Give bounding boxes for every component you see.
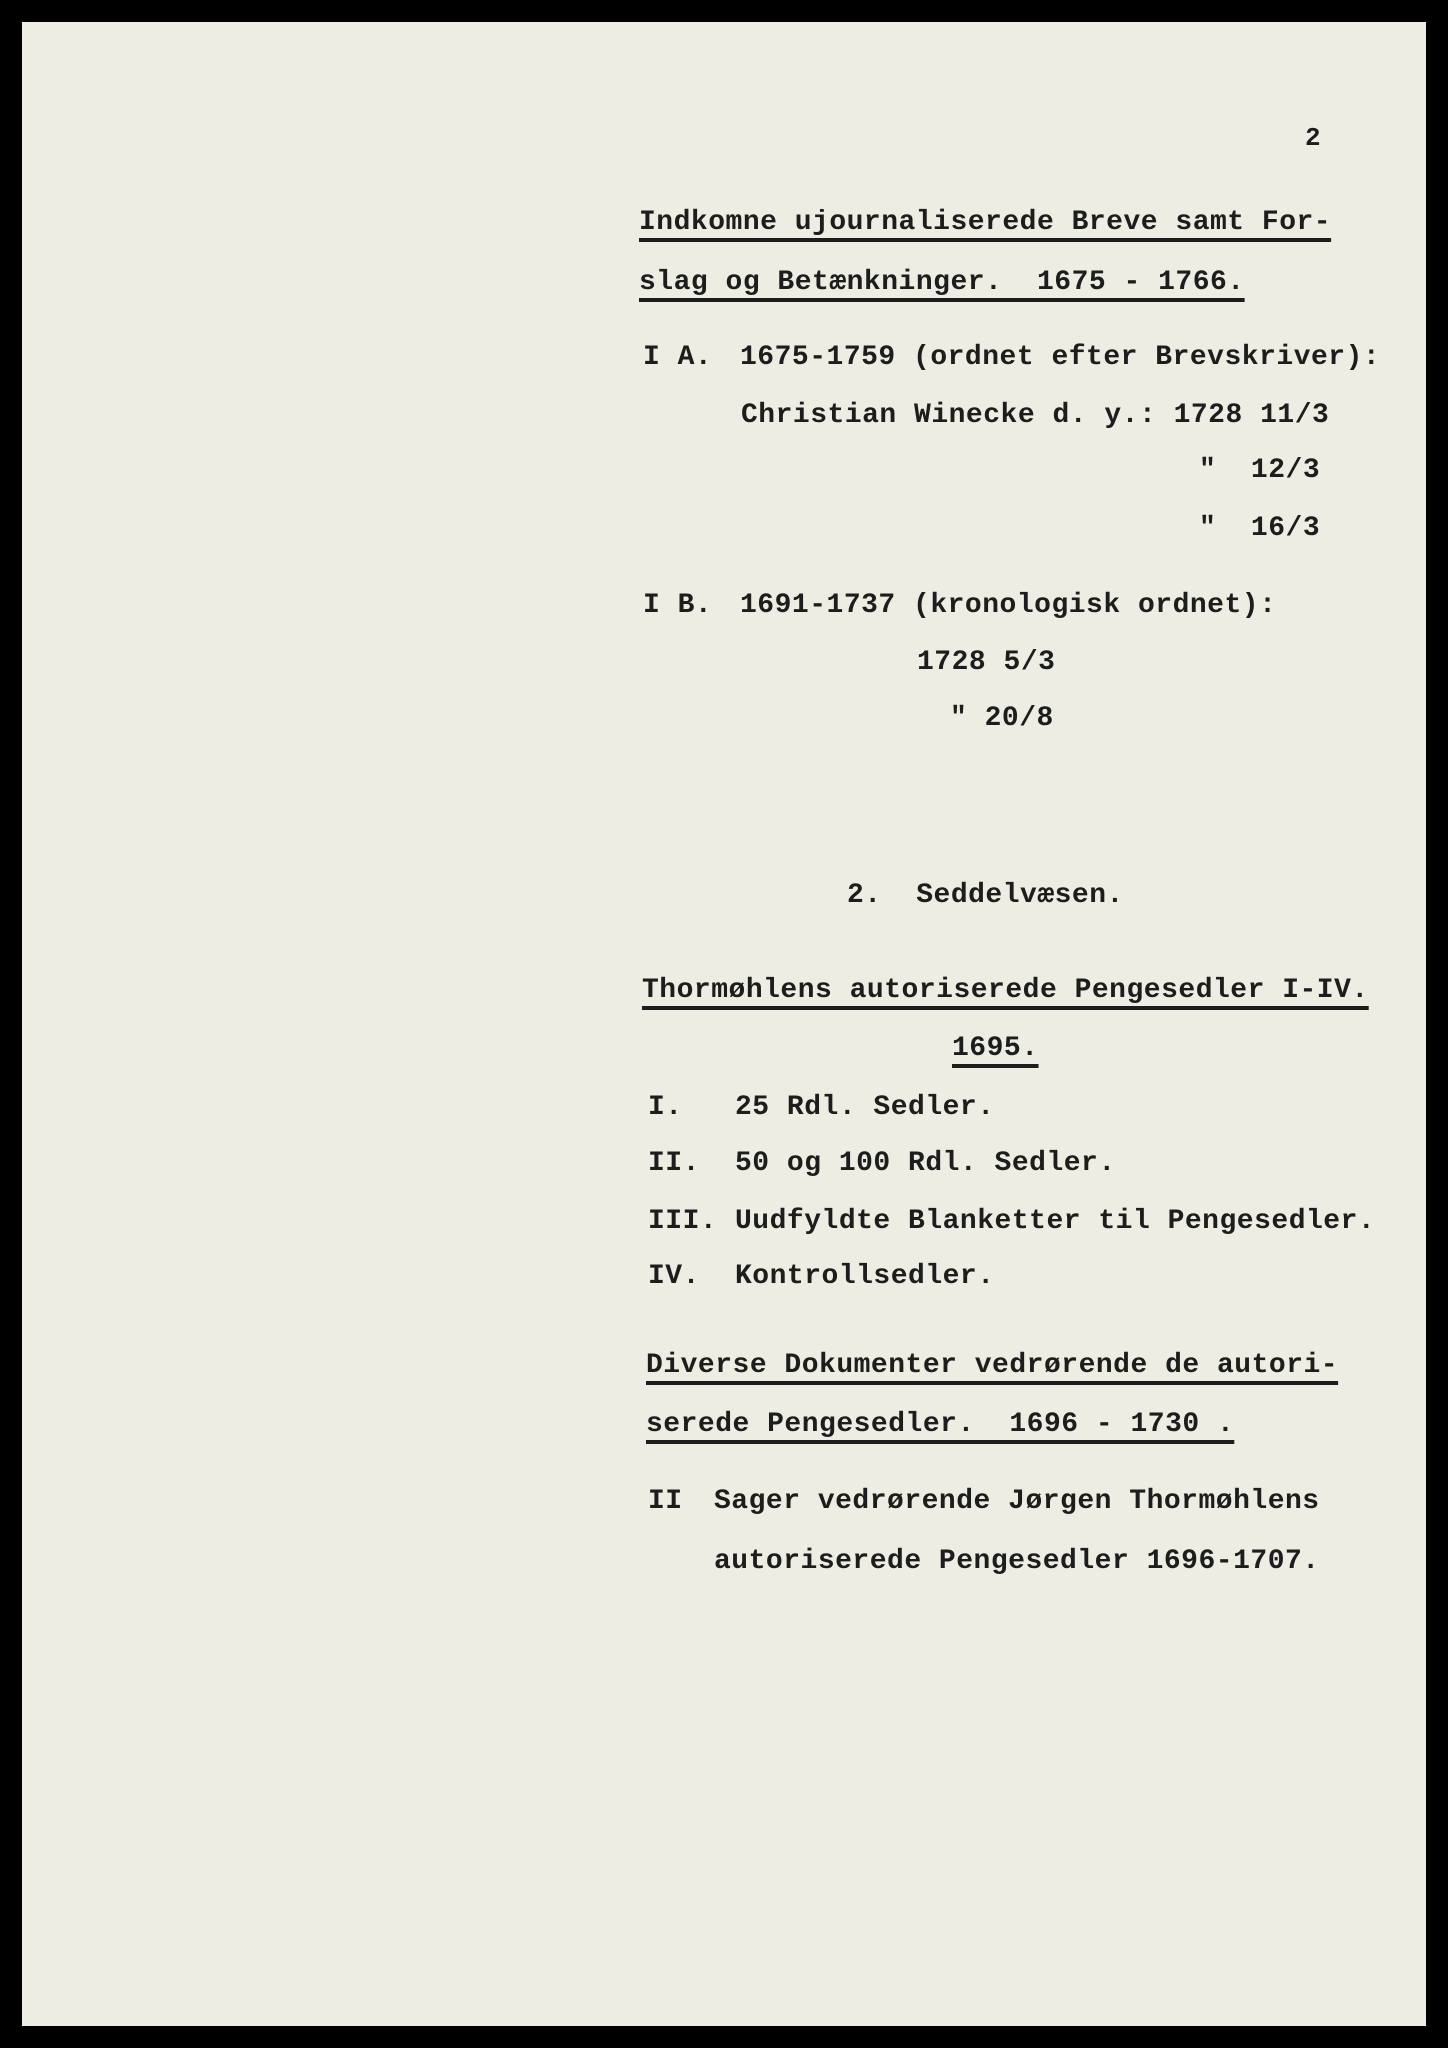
ia-ditto-1: " 12/3 <box>1199 455 1321 486</box>
ia-entry: Christian Winecke d. y.: 1728 11/3 <box>741 400 1330 431</box>
section2-heading1-line1: Thormøhlens autoriserede Pengesedler I-IV. <box>642 975 1369 1006</box>
list-item-text: 50 og 100 Rdl. Sedler. <box>735 1148 1116 1179</box>
section2-heading1-line2: 1695. <box>952 1033 1039 1064</box>
ii-line-1: Sager vedrørende Jørgen Thormøhlens <box>714 1486 1320 1517</box>
document-page <box>22 22 1426 2026</box>
ib-label: I B. <box>643 590 713 621</box>
list-item-number: II. <box>648 1148 700 1179</box>
section1-heading-line2: slag og Betænkninger. 1675 - 1766. <box>639 267 1245 298</box>
section2-heading2-line2: serede Pengesedler. 1696 - 1730 . <box>646 1409 1235 1440</box>
ib-entry-2: " 20/8 <box>950 703 1054 734</box>
ii-label: II <box>648 1486 683 1517</box>
ib-entry-1: 1728 5/3 <box>917 647 1056 678</box>
section1-heading-line1: Indkomne ujournaliserede Breve samt For- <box>639 207 1332 238</box>
section2-heading2-line1: Diverse Dokumenter vedrørende de autori- <box>646 1350 1339 1381</box>
ii-line-2: autoriserede Pengesedler 1696-1707. <box>714 1546 1320 1577</box>
list-item-text: 25 Rdl. Sedler. <box>735 1092 995 1123</box>
ia-text: 1675-1759 (ordnet efter Brevskriver): <box>740 342 1381 373</box>
section2-title: 2. Seddelvæsen. <box>847 880 1124 911</box>
list-item-number: I. <box>648 1092 683 1123</box>
ib-text: 1691-1737 (kronologisk ordnet): <box>740 590 1277 621</box>
list-item-number: IV. <box>648 1261 700 1292</box>
list-item-number: III. <box>648 1206 718 1237</box>
ia-label: I A. <box>643 342 713 373</box>
page-number: 2 <box>1305 123 1322 153</box>
ia-ditto-2: " 16/3 <box>1199 513 1321 544</box>
list-item-text: Kontrollsedler. <box>735 1261 995 1292</box>
list-item-text: Uudfyldte Blanketter til Pengesedler. <box>735 1206 1376 1237</box>
